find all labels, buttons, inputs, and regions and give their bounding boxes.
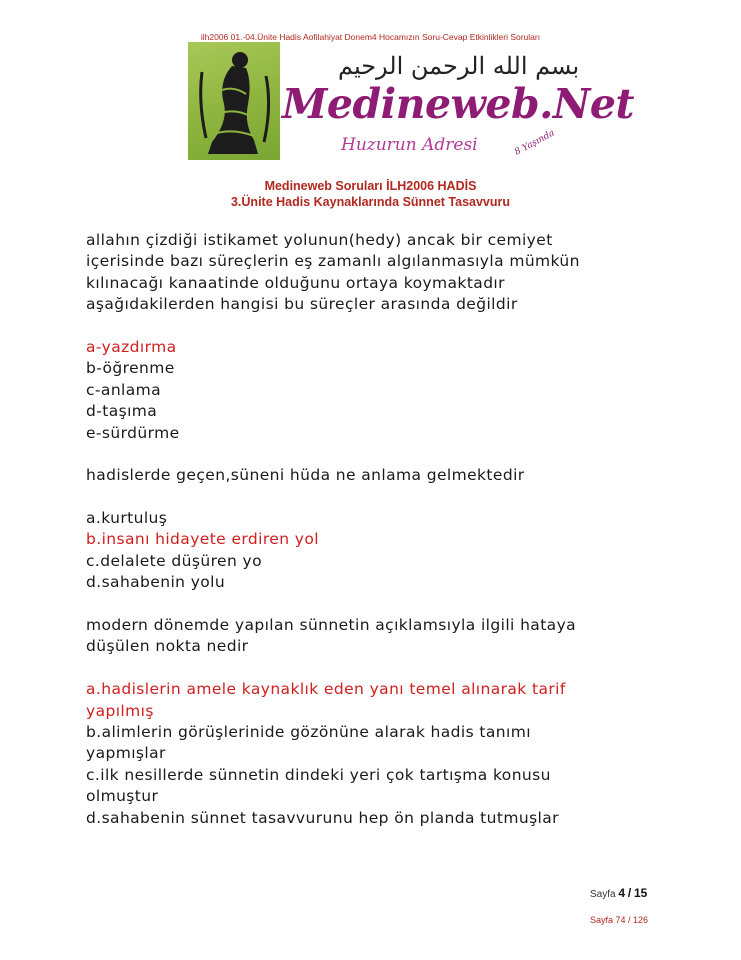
calligraphy-image bbox=[188, 42, 280, 160]
calligraphy-figure-icon bbox=[188, 42, 280, 160]
title-line-2: 3.Ünite Hadis Kaynaklarında Sünnet Tasavvuru bbox=[230, 195, 511, 209]
page-label: Sayfa bbox=[590, 889, 616, 900]
answer-option-continued: yapmışlar bbox=[86, 744, 166, 763]
answer-option: d-taşıma bbox=[86, 402, 158, 421]
answer-option: e-sürdürme bbox=[86, 423, 180, 442]
page-number bbox=[590, 886, 647, 900]
answer-option-correct: b.insanı hidayete erdiren yol bbox=[86, 530, 319, 549]
running-header: ilh2006 01.-04.Ünite Hadis Aofilahiyat Donem4 Hocamızın Soru-Cevap Etkinlikleri Soruları bbox=[200, 32, 541, 42]
basmala-text: بسم الله الرحمن الرحيم bbox=[338, 52, 580, 80]
question-1 bbox=[86, 230, 686, 444]
question-stem-line: kılınacağı kanaatinde olduğunu ortaya koymaktadır bbox=[86, 273, 505, 292]
current-page: 4 bbox=[618, 886, 626, 900]
page-separator: / bbox=[627, 886, 632, 900]
answer-option: b-öğrenme bbox=[86, 359, 175, 378]
answer-option: d.sahabenin yolu bbox=[86, 573, 226, 592]
answer-option: a.kurtuluş bbox=[86, 509, 168, 528]
brand-tagline: Huzurun Adresi bbox=[341, 135, 478, 155]
question-2 bbox=[86, 465, 686, 593]
answer-option: c.ilk nesillerde sünnetin dindeki yeri çok tartışma konusu bbox=[86, 765, 551, 784]
question-stem-line: aşağıdakilerden hangisi bu süreçler arasında değildir bbox=[86, 295, 518, 314]
question-stem-line: allahın çizdiği istikamet yolunun(hedy) ancak bir cemiyet bbox=[86, 231, 553, 249]
answer-option: b.alimlerin görüşlerinide gözönüne alarak hadis tanımı bbox=[86, 722, 531, 741]
title-line-1: Medineweb Soruları İLH2006 HADİS bbox=[264, 179, 477, 193]
question-stem-line: içerisinde bazı süreçlerin eş zamanlı algılanmasıyla mümkün bbox=[86, 252, 580, 271]
questions-body bbox=[86, 230, 686, 829]
answer-option-correct: a-yazdırma bbox=[86, 337, 177, 356]
answer-option: c-anlama bbox=[86, 380, 162, 399]
answer-option: c.delalete düşüren yo bbox=[86, 551, 262, 570]
question-stem-line: modern dönemde yapılan sünnetin açıklamsıyla ilgili hataya bbox=[86, 616, 577, 635]
brand-name: Medineweb.Net bbox=[282, 80, 634, 128]
answer-option-continued: olmuştur bbox=[86, 787, 159, 806]
overall-page-number: Sayfa 74 / 126 bbox=[590, 915, 649, 925]
brand-badge: 8 Yaşında bbox=[513, 128, 557, 158]
answer-option-correct: a.hadislerin amele kaynaklık eden yanı temel alınarak tarif bbox=[86, 680, 566, 699]
answer-option: d.sahabenin sünnet tasavvurunu hep ön planda tutmuşlar bbox=[86, 808, 559, 827]
question-stem-line: düşülen nokta nedir bbox=[86, 637, 249, 656]
question-3 bbox=[86, 615, 686, 829]
total-pages: 15 bbox=[633, 886, 648, 900]
question-stem-line: hadislerde geçen,süneni hüda ne anlama gelmektedir bbox=[86, 466, 525, 485]
document-title bbox=[0, 178, 741, 210]
site-logo bbox=[188, 42, 634, 162]
answer-option-correct-continued: yapılmış bbox=[86, 701, 154, 720]
